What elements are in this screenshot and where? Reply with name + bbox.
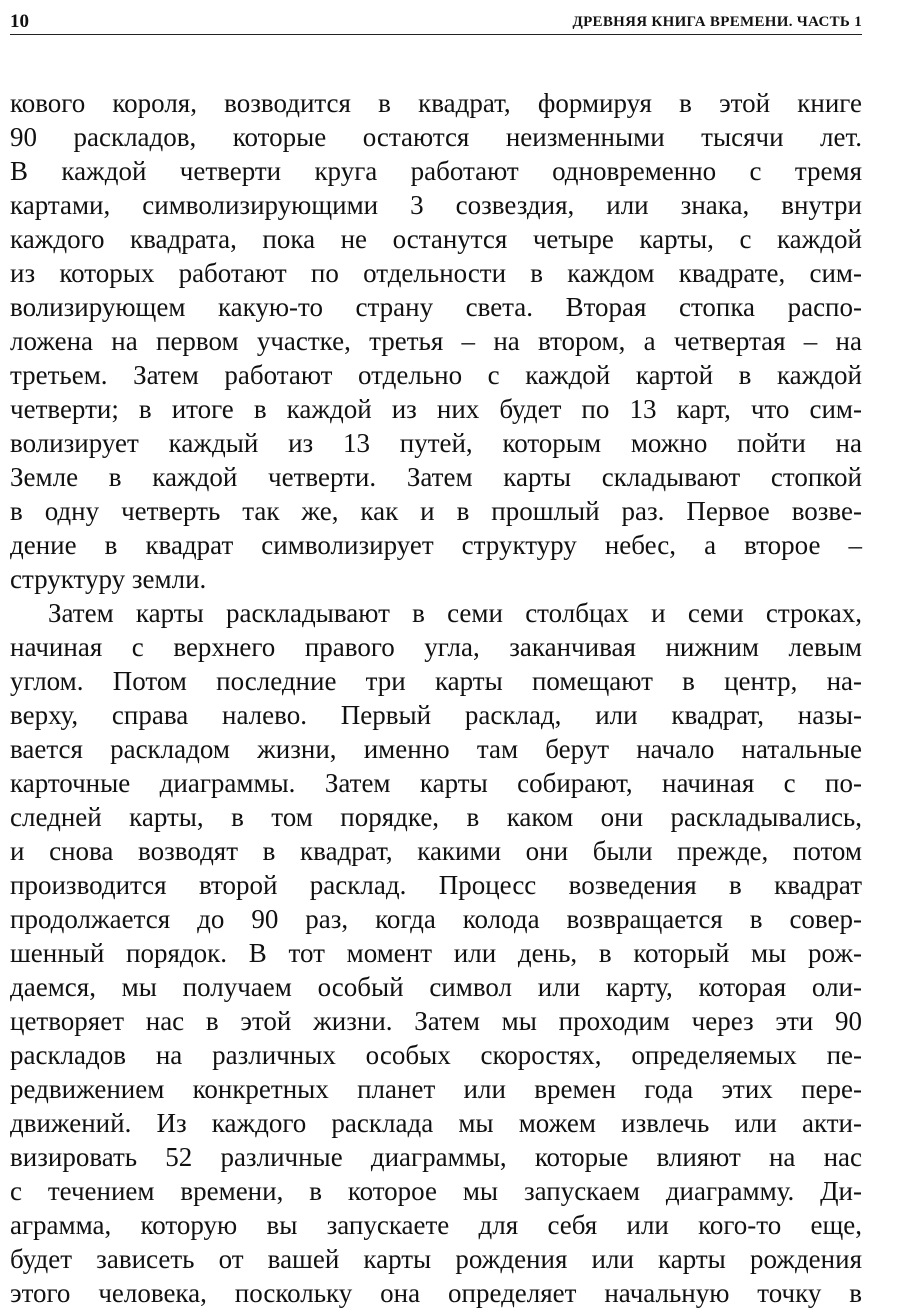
text-line: карточные диаграммы. Затем карты собирают, начиная с по- <box>10 768 862 798</box>
text-line: продолжается до 90 раз, когда колода возвращается в совер- <box>10 904 862 934</box>
text-line: четверти; в итоге в каждой из них будет по 13 карт, что сим- <box>10 394 862 424</box>
page-number: 10 <box>10 11 29 32</box>
text-line: с течением времени, в которое мы запускаем диаграмму. Ди- <box>10 1176 862 1206</box>
text-line: ложена на первом участке, третья – на втором, а четвертая – на <box>10 326 862 356</box>
text-line: шенный порядок. В тот момент или день, в который мы рож- <box>10 938 862 968</box>
text-line: и снова возводят в квадрат, какими они были прежде, потом <box>10 836 862 866</box>
text-line: кового короля, возводится в квадрат, формируя в этой книге <box>10 88 862 118</box>
text-line: раскладов на различных особых скоростях, определяемых пе- <box>10 1040 862 1070</box>
text-line: третьем. Затем работают отдельно с каждой картой в каждой <box>10 360 862 390</box>
text-line: Земле в каждой четверти. Затем карты складывают стопкой <box>10 462 862 492</box>
text-line: В каждой четверти круга работают одновременно с тремя <box>10 156 862 186</box>
body-text <box>10 86 862 1310</box>
running-header <box>10 6 862 35</box>
text-line: редвижением конкретных планет или времен года этих пере- <box>10 1074 862 1104</box>
text-line: следней карты, в том порядке, в каком они раскладывались, <box>10 802 862 832</box>
text-line: волизирующем какую-то страну света. Вторая стопка распо- <box>10 292 862 322</box>
text-line: будет зависеть от вашей карты рождения или карты рождения <box>10 1244 862 1274</box>
paragraph-2 <box>10 596 862 1310</box>
text-line: этого человека, поскольку она определяет начальную точку в <box>10 1278 862 1308</box>
paragraph-1 <box>10 86 862 596</box>
text-line: углом. Потом последние три карты помещают в центр, на- <box>10 666 862 696</box>
text-line: в одну четверть так же, как и в прошлый раз. Первое возве- <box>10 496 862 526</box>
text-line: вается раскладом жизни, именно там берут начало натальные <box>10 734 862 764</box>
text-line: аграмма, которую вы запускаете для себя или кого-то еще, <box>10 1210 862 1240</box>
text-line: производится второй расклад. Процесс возведения в квадрат <box>10 870 862 900</box>
text-line: визировать 52 различные диаграммы, которые влияют на нас <box>10 1142 862 1172</box>
text-line: дение в квадрат символизирует структуру небес, а второе – <box>10 530 862 560</box>
text-line: волизирует каждый из 13 путей, которым можно пойти на <box>10 428 862 458</box>
text-line: даемся, мы получаем особый символ или карту, которая оли- <box>10 972 862 1002</box>
text-line: верху, справа налево. Первый расклад, или квадрат, назы- <box>10 700 862 730</box>
text-line: структуру земли. <box>10 564 207 594</box>
running-title: ДРЕВНЯЯ КНИГА ВРЕМЕНИ. ЧАСТЬ 1 <box>572 14 862 30</box>
text-line: Затем карты раскладывают в семи столбцах и семи строках, <box>48 598 862 628</box>
text-line: движений. Из каждого расклада мы можем извлечь или акти- <box>10 1108 862 1138</box>
text-line: из которых работают по отдельности в каждом квадрате, сим- <box>10 258 862 288</box>
text-line: начиная с верхнего правого угла, заканчивая нижним левым <box>10 632 862 662</box>
text-line: 90 раскладов, которые остаются неизменными тысячи лет. <box>10 122 862 152</box>
text-line: цетворяет нас в этой жизни. Затем мы проходим через эти 90 <box>10 1006 862 1036</box>
text-line: каждого квадрата, пока не останутся четыре карты, с каждой <box>10 224 862 254</box>
text-line: картами, символизирующими 3 созвездия, или знака, внутри <box>10 190 862 220</box>
